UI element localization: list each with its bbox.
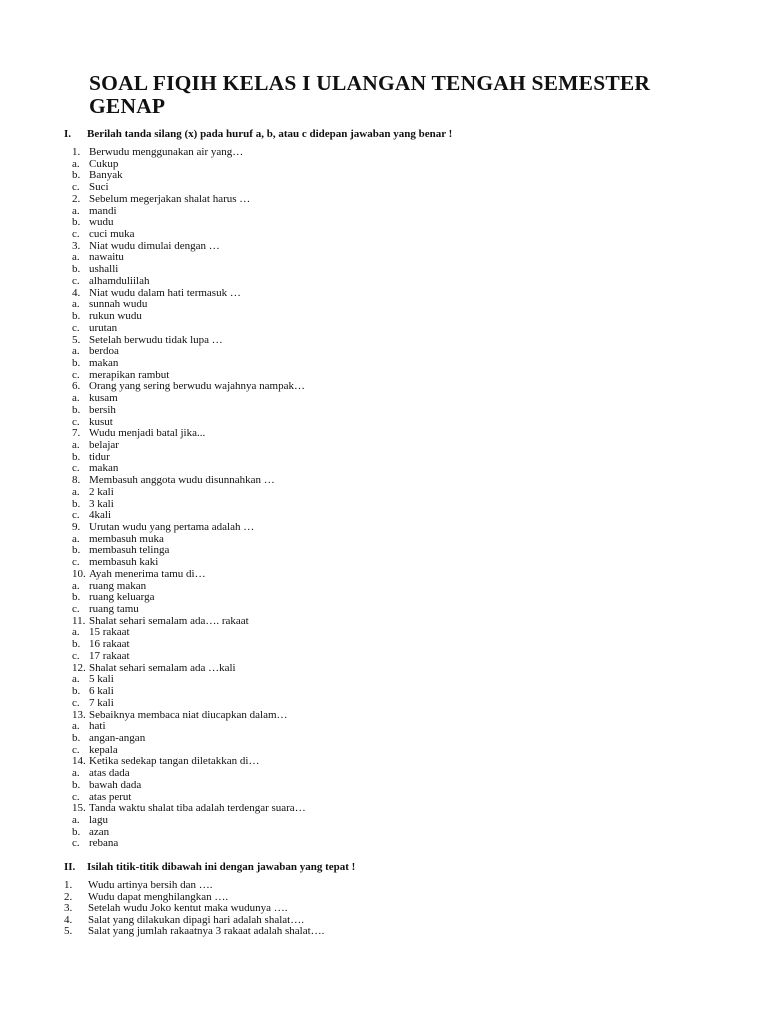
question-text: Urutan wudu yang pertama adalah … xyxy=(89,521,255,533)
option-letter: a. xyxy=(72,720,80,733)
question-text: Wudu menjadi batal jika... xyxy=(89,427,206,440)
question-number: 6. xyxy=(72,380,81,393)
option-letter: c. xyxy=(72,274,80,287)
question-number: 11. xyxy=(72,614,86,627)
option-text: 6 kali xyxy=(89,685,114,698)
section-2-instruction: Isilah titik-titik dibawah ini dengan jawaban yang tepat ! xyxy=(87,861,356,873)
option-text: tidur xyxy=(89,450,110,463)
option-letter: b. xyxy=(72,263,81,276)
option-text: 2 kali xyxy=(89,485,114,498)
option-letter: a. xyxy=(72,392,80,405)
option-text: 4kali xyxy=(89,509,111,522)
question-text: Membasuh anggota wudu disunnahkan … xyxy=(89,474,275,487)
option-letter: b. xyxy=(72,216,81,229)
option-letter: c. xyxy=(72,415,80,428)
question-text: Ketika sedekap tangan diletakkan di… xyxy=(89,755,260,768)
option-text: kusam xyxy=(89,392,118,405)
option-text: kepala xyxy=(89,743,118,756)
option-letter: b. xyxy=(72,310,81,323)
section-1-instruction: Berilah tanda silang (x) pada huruf a, b, atau c didepan jawaban yang benar ! xyxy=(87,128,453,140)
option-letter: c. xyxy=(72,649,80,662)
option-letter: a. xyxy=(72,532,80,545)
question-text: Setelah wudu Joko kentut maka wudunya …. xyxy=(88,902,288,915)
option-text: atas perut xyxy=(89,790,132,803)
option-letter: c. xyxy=(72,321,80,334)
question-text: Shalat sehari semalam ada…. rakaat xyxy=(89,614,249,627)
option-text: ruang makan xyxy=(89,579,147,592)
question-number: 12. xyxy=(72,661,86,674)
option-text: Banyak xyxy=(89,169,123,182)
option-text: atas dada xyxy=(89,767,130,780)
option-text: azan xyxy=(89,825,110,838)
option-text: rebana xyxy=(89,837,119,850)
question-text: Setelah berwudu tidak lupa … xyxy=(89,333,223,346)
option-letter: b. xyxy=(72,544,81,557)
option-letter: b. xyxy=(72,356,81,369)
option-text: berdoa xyxy=(89,345,119,358)
question-text: Salat yang jumlah rakaatnya 3 rakaat adalah shalat…. xyxy=(88,925,325,938)
option-text: ushalli xyxy=(89,263,119,276)
option-text: belajar xyxy=(89,438,119,451)
option-text: hati xyxy=(89,720,106,733)
option-letter: c. xyxy=(72,368,80,381)
question-number: 3. xyxy=(64,902,73,915)
question-text: Berwudu menggunakan air yang… xyxy=(89,146,244,158)
option-letter: a. xyxy=(72,579,80,592)
option-letter: a. xyxy=(72,813,80,826)
option-letter: a. xyxy=(72,204,80,217)
option-letter: b. xyxy=(72,403,81,416)
question-number: 8. xyxy=(72,474,81,487)
option-letter: c. xyxy=(72,556,80,569)
option-letter: c. xyxy=(72,462,80,475)
question-text: Tanda waktu shalat tiba adalah terdengar suara… xyxy=(89,802,306,815)
option-text: ruang tamu xyxy=(89,603,139,616)
fill-in-list xyxy=(64,880,324,938)
option-text: cuci muka xyxy=(89,228,135,241)
option-text: lagu xyxy=(89,813,108,826)
option-letter: c. xyxy=(72,696,80,709)
option-letter: a. xyxy=(72,438,80,451)
option-letter: b. xyxy=(72,825,81,838)
option-letter: a. xyxy=(72,626,80,639)
question-number: 1. xyxy=(72,146,81,158)
option-letter: a. xyxy=(72,485,80,498)
question-number: 1. xyxy=(64,879,73,891)
option-text: kusut xyxy=(89,415,113,428)
question-number: 2. xyxy=(64,890,73,903)
option-letter: b. xyxy=(72,778,81,791)
multiple-choice-list xyxy=(72,147,306,850)
option-letter: c. xyxy=(72,790,80,803)
question-number: 4. xyxy=(72,286,81,299)
option-letter: a. xyxy=(72,345,80,358)
question-number: 9. xyxy=(72,521,81,533)
option-letter: c. xyxy=(72,228,80,241)
question-number: 14. xyxy=(72,755,86,768)
question-number: 7. xyxy=(72,427,81,440)
question-number: 2. xyxy=(72,192,81,205)
option-letter: a. xyxy=(72,767,80,780)
option-text: membasuh kaki xyxy=(89,556,159,569)
option-text: alhamduliilah xyxy=(89,274,150,287)
section-2-heading xyxy=(64,861,355,874)
option-text: sunnah wudu xyxy=(89,298,148,311)
question-number: 3. xyxy=(72,239,81,252)
option-letter: c. xyxy=(72,509,80,522)
option-text: bersih xyxy=(89,403,116,416)
option-text: rukun wudu xyxy=(89,310,142,323)
option-text: 7 kali xyxy=(89,696,114,709)
question-item xyxy=(72,710,306,722)
question-text: Niat wudu dalam hati termasuk … xyxy=(89,286,241,299)
option-text: membasuh muka xyxy=(89,532,164,545)
question-number: 15. xyxy=(72,802,86,815)
option-letter: b. xyxy=(72,638,81,651)
option-text: 16 rakaat xyxy=(89,638,130,651)
option-letter: a. xyxy=(72,673,80,686)
question-number: 5. xyxy=(64,925,73,938)
option-letter: b. xyxy=(72,450,81,463)
option-text: urutan xyxy=(89,321,118,334)
option-letter: c. xyxy=(72,837,80,850)
section-2-number: II. xyxy=(64,861,76,873)
question-number: 10. xyxy=(72,567,86,580)
option-text: Suci xyxy=(89,181,109,194)
question-text: Sebelum megerjakan shalat harus … xyxy=(89,192,251,205)
question-number: 4. xyxy=(64,913,73,926)
option-letter: c. xyxy=(72,743,80,756)
question-text: Wudu dapat menghilangkan …. xyxy=(88,890,229,903)
option-text: wudu xyxy=(89,216,114,229)
option-text: angan-angan xyxy=(89,731,146,744)
option-letter: b. xyxy=(72,497,81,510)
question-text: Ayah menerima tamu di… xyxy=(89,567,206,580)
answer-option xyxy=(72,838,306,850)
option-text: 3 kali xyxy=(89,497,114,510)
option-text: merapikan rambut xyxy=(89,368,170,381)
option-text: bawah dada xyxy=(89,778,142,791)
question-number: 13. xyxy=(72,708,86,721)
option-letter: a. xyxy=(72,251,80,264)
option-letter: a. xyxy=(72,298,80,311)
section-1-number: I. xyxy=(64,128,72,140)
option-text: 15 rakaat xyxy=(89,626,130,639)
option-letter: b. xyxy=(72,591,81,604)
option-text: mandi xyxy=(89,204,117,217)
question-text: Salat yang dilakukan dipagi hari adalah shalat…. xyxy=(88,913,304,926)
option-letter: b. xyxy=(72,169,81,182)
question-text: Orang yang sering berwudu wajahnya nampak… xyxy=(89,380,305,393)
option-letter: c. xyxy=(72,603,80,616)
option-letter: b. xyxy=(72,731,81,744)
question-number: 5. xyxy=(72,333,81,346)
question-text: Sebaiknya membaca niat diucapkan dalam… xyxy=(89,708,288,721)
option-text: Cukup xyxy=(89,157,119,170)
option-letter: b. xyxy=(72,685,81,698)
option-text: makan xyxy=(89,356,119,369)
option-text: ruang keluarga xyxy=(89,591,155,604)
section-1-heading xyxy=(64,128,452,141)
option-letter: a. xyxy=(72,157,80,170)
option-text: membasuh telinga xyxy=(89,544,170,557)
question-text: Niat wudu dimulai dengan … xyxy=(89,239,220,252)
question-text: Wudu artinya bersih dan …. xyxy=(88,879,213,891)
option-text: 17 rakaat xyxy=(89,649,130,662)
page-title: SOAL FIQIH KELAS I ULANGAN TENGAH SEMESTER GENAP xyxy=(89,71,651,118)
option-text: 5 kali xyxy=(89,673,114,686)
option-letter: c. xyxy=(72,181,80,194)
question-text: Shalat sehari semalam ada …kali xyxy=(89,661,236,674)
option-text: makan xyxy=(89,462,119,475)
option-text: nawaitu xyxy=(89,251,124,264)
fill-in-question xyxy=(64,926,324,938)
